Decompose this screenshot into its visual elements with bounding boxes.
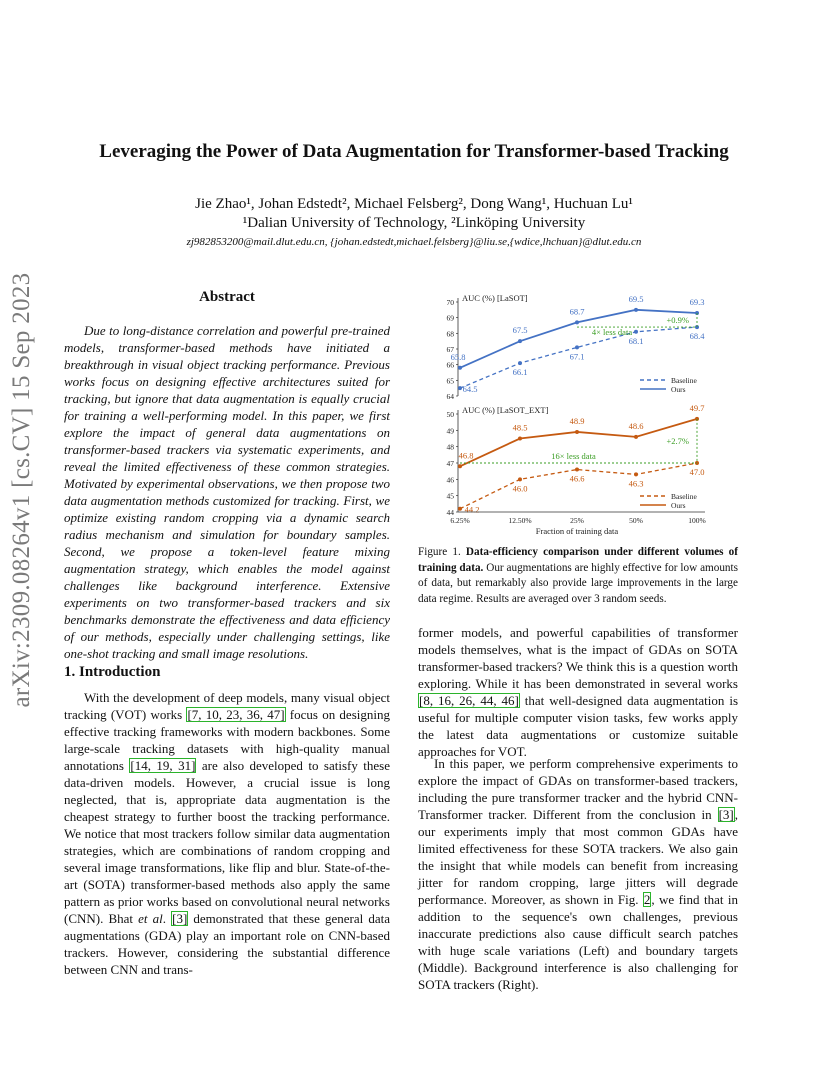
y-tick-label: 45 [446, 491, 454, 501]
intro-text-4: . [162, 911, 172, 926]
intro-paragraph [64, 689, 390, 978]
x-tick-label: 12.50% [508, 516, 532, 525]
annotation-data-less: 16× less data [551, 451, 596, 461]
author-block [0, 195, 828, 233]
legend-label-ours: Ours [671, 501, 686, 510]
citation-link[interactable]: [8, 16, 26, 44, 46] [419, 693, 519, 708]
data-point-ours [518, 437, 522, 441]
caption-bold: Data-efficiency comparison under different volumes of training data. [418, 546, 738, 574]
citation-link[interactable]: [3] [172, 911, 188, 926]
y-tick-label: 47 [446, 459, 454, 468]
y-tick-label: 70 [446, 298, 454, 307]
data-point-baseline [634, 472, 638, 476]
data-label-ours: 67.5 [512, 325, 528, 336]
intro-etal: et al [138, 911, 163, 926]
y-tick-label: 44 [446, 508, 454, 517]
data-label-baseline: 46.6 [569, 473, 585, 484]
data-label-ours: 49.7 [689, 402, 705, 413]
data-label-ours: 69.5 [628, 293, 644, 304]
y-tick-label: 65 [446, 376, 454, 386]
data-label-baseline: 68.1 [628, 335, 644, 346]
data-point-ours [634, 435, 638, 439]
data-point-ours [575, 320, 579, 324]
intro-text-1: With the development of deep models, many visual object tracking (VOT) works [64, 690, 390, 722]
data-label-baseline: 67.1 [569, 351, 585, 362]
legend-label-baseline: Baseline [671, 376, 697, 385]
citation-link[interactable]: [14, 19, 31] [130, 758, 196, 773]
y-tick-label: 49 [446, 426, 454, 436]
right-paragraph-2 [418, 755, 738, 993]
data-point-ours [518, 339, 522, 343]
data-label-ours: 48.5 [512, 422, 528, 433]
y-tick-label: 48 [446, 442, 454, 452]
citation-link[interactable]: [3] [718, 807, 734, 822]
data-point-ours [458, 464, 462, 468]
legend-label-ours: Ours [671, 385, 686, 394]
data-label-baseline: 46.0 [512, 483, 528, 494]
data-label-baseline: 64.5 [462, 384, 478, 395]
data-point-baseline [575, 468, 579, 472]
data-label-baseline: 44.2 [464, 504, 480, 515]
data-point-baseline [518, 361, 522, 365]
chart-title: AUC (%) [LaSOT] [462, 293, 528, 303]
data-label-baseline: 46.3 [628, 478, 644, 489]
figure-1-charts [440, 290, 740, 540]
abstract-heading: Abstract [199, 289, 255, 305]
data-point-ours [458, 366, 462, 370]
data-point-baseline [458, 386, 462, 390]
right-text-2: that well-designed data augmentation is useful for multiple computer vision tasks, few works apply the latest data augmentations or customize suitable approaches for VOT. [418, 693, 738, 759]
x-tick-label: 50% [629, 516, 643, 525]
annotation-gain: +0.9% [666, 315, 689, 326]
author-affiliations: ¹Dalian University of Technology, ²Linköping University [242, 215, 586, 231]
data-point-ours [634, 308, 638, 312]
data-label-baseline: 47.0 [689, 467, 705, 477]
data-point-baseline [575, 345, 579, 349]
y-tick-label: 46 [446, 475, 454, 485]
y-tick-label: 64 [446, 392, 454, 401]
y-tick-label: 50 [446, 410, 454, 419]
data-label-ours: 69.3 [689, 296, 705, 307]
data-label-ours: 65.8 [450, 351, 466, 362]
annotation-data-less: 4× less data [591, 327, 633, 338]
caption-rest: Our augmentations are highly effective for low amounts of data, but remarkably also provide large improvements in the large data regime. Results are averaged over 3 random seeds. [418, 561, 738, 605]
data-label-baseline: 68.4 [689, 331, 705, 342]
arxiv-stamp-text: arXiv:2309.08264v1 [cs.CV] 15 Sep 2023 [8, 272, 35, 708]
arxiv-stamp [2, 272, 42, 708]
data-label-ours: 68.7 [569, 306, 585, 317]
abstract-text: Due to long-distance correlation and powerful pre-trained models, transformer-based methods have initiated a breakthrough in visual object tracking performance. Previous works focus on designing effective architectures suited for tracking, but ignore that data augmentation is equally crucial for training a well-performing model. In this paper, we first explore the impact of general data augmentations on transformer-based trackers via systematic experiments, and reveal the limited effectiveness of these common strategies. Motivated by experimental observations, we then propose two data augmentation methods customized for tracking. First, we optimize existing random cropping via a dynamic search radius mechanism and simulation for boundary samples. Second, we propose a token-level feature mixing augmentation strategy, which enables the model against challenges like background interference. Extensive experiments on two transformer-based trackers and six benchmarks demonstrate the effectiveness and data efficiency of our methods, especially under challenging settings, like one-shot tracking and small image resolutions. [64, 323, 390, 661]
data-label-ours: 48.6 [628, 420, 644, 431]
paper-title: Leveraging the Power of Data Augmentation for Transformer-based Tracking [99, 141, 729, 162]
data-point-ours [575, 430, 579, 434]
intro-text-3: are also developed to satisfy these data-driven models. However, a crucial issue is long neglected, that is, appropriate data augmentation is the cheapest strategy to further boost the tracking performance. We notice that most trackers follow similar data augmentation strategies, which are combinations of random cropping and several image transformations, like flip and blur. State-of-the-art (SOTA) transformer-based methods also apply the same pattern as prior works based on convolutional neural networks (CNN). Bhat [64, 758, 390, 926]
x-tick-label: 25% [570, 516, 584, 525]
author-names: Jie Zhao¹, Johan Edstedt², Michael Felsberg², Dong Wang¹, Huchuan Lu¹ [195, 196, 633, 212]
figure-link[interactable]: 2 [643, 892, 651, 907]
data-point-baseline [518, 477, 522, 481]
data-label-baseline: 66.1 [512, 367, 528, 378]
data-label-ours: 46.8 [458, 450, 474, 461]
intro-text-5: demonstrated that these general data augmentations (GDA) play an important role on CNN-based trackers. However, considering the substantial difference between CNN and trans- [64, 911, 390, 977]
right-text-4: , our experiments imply that most common GDAs have limited effectiveness for these SOTA trackers. We also gain the insight that while models can benefit from increasing jitter for random cropping, large jitters will degrade performance. Moreover, as shown in Fig. [418, 807, 738, 907]
right-text-3: In this paper, we perform comprehensive experiments to explore the impact of GDAs on transformer-based trackers, including the pure transformer tracker and the hybrid CNN-Transformer tracker. Different from the conclusion in [418, 756, 738, 822]
citation-link[interactable]: [7, 10, 23, 36, 47] [187, 707, 285, 722]
figure-1 [440, 290, 740, 540]
x-tick-label: 6.25% [450, 516, 470, 525]
intro-text-2: focus on designing effective tracking frameworks with modern backbones. Some large-scale tracking datasets with high-quality manual annotations [64, 707, 390, 773]
y-tick-label: 67 [446, 345, 454, 354]
right-paragraph-1 [418, 624, 738, 760]
data-point-baseline [634, 330, 638, 334]
chart-title: AUC (%) [LaSOT_EXT] [462, 405, 549, 415]
y-tick-label: 66 [446, 360, 454, 370]
author-emails: zj982853200@mail.dlut.edu.cn, {johan.edstedt,michael.felsberg}@liu.se,{wdice,lhchuan}@dlut.edu.cn [186, 236, 642, 248]
x-axis-title: Fraction of training data [535, 526, 619, 536]
right-text-1: former models, and powerful capabilities of transformer models themselves, what is the impact of GDAs on SOTA transformer-based trackers? We think this is a question worth exploring. While it has been demonstrated in several works [418, 625, 738, 691]
annotation-gain: +2.7% [666, 435, 689, 446]
figure-caption [418, 545, 738, 607]
x-tick-label: 100% [688, 516, 706, 525]
y-tick-label: 69 [446, 313, 454, 323]
data-point-baseline [458, 507, 462, 511]
data-label-ours: 48.9 [569, 415, 585, 426]
legend-label-baseline: Baseline [671, 492, 697, 501]
right-text-5: , we find that in addition to the sequence's own challenges, previous inaccurate predictions also cause difficult search patches with huge scale variations (Left) and boundary targets (Middle). Background interference is also challenging for SOTA trackers (Right). [418, 892, 738, 992]
intro-heading: 1. Introduction [64, 664, 161, 680]
caption-lead: Figure 1. [418, 546, 466, 558]
y-tick-label: 68 [446, 329, 454, 339]
